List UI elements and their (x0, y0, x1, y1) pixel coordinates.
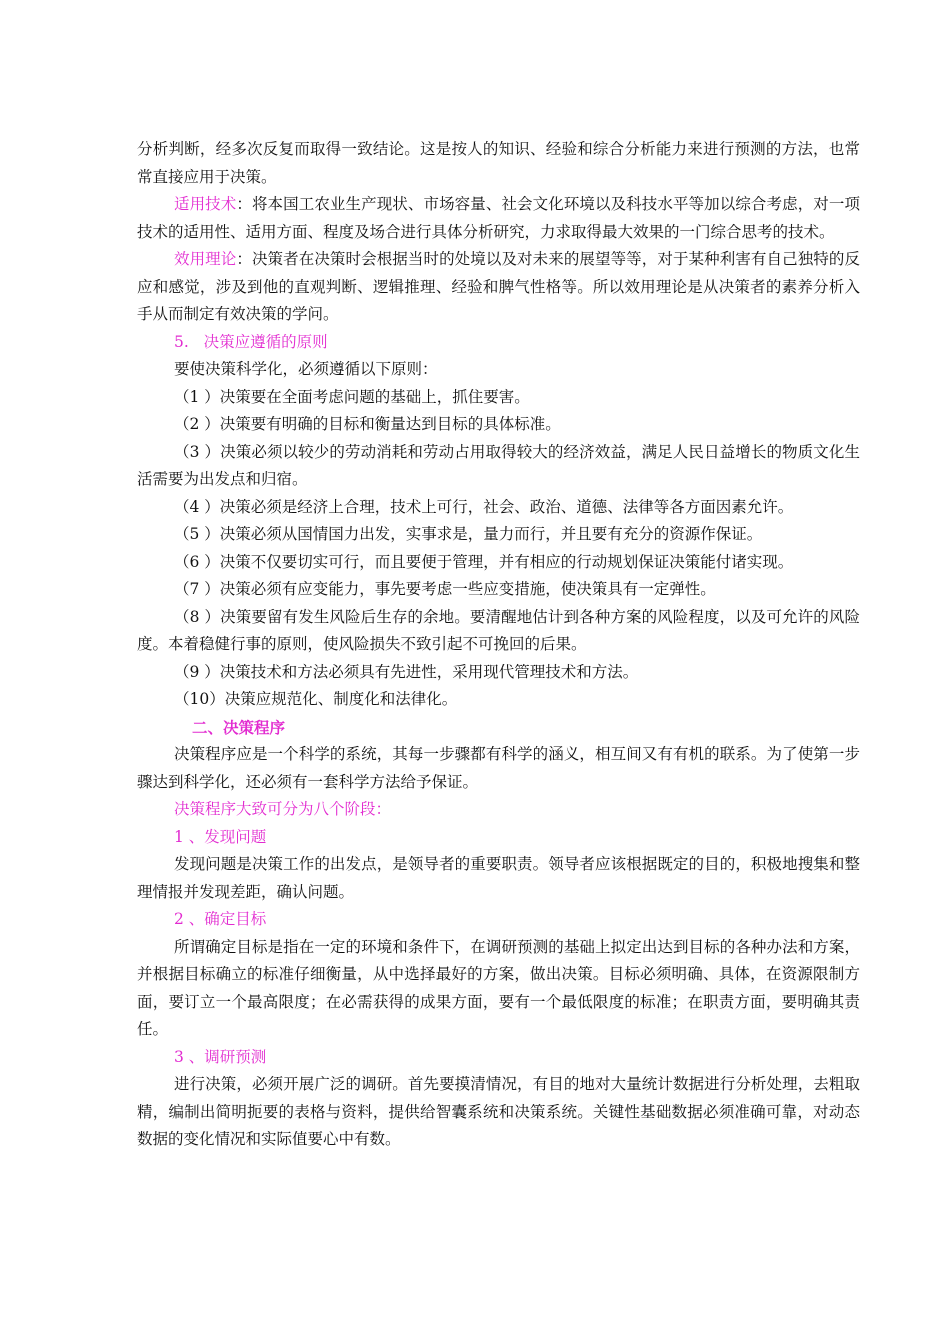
principle-item: （7 ）决策必须有应变能力，事先要考虑一些应变措施，使决策具有一定弹性。 (174, 580, 716, 598)
section-2-paragraph: 决策程序应是一个科学的系统，其每一步骤都有科学的涵义，相互间又有有机的联系。为了使第一步骤达到科学化，还必须有一套科学方法给予保证。 (137, 745, 860, 791)
stage-body: 所谓确定目标是指在一定的环境和条件下，在调研预测的基础上拟定出达到目标的各种办法和方案，并根据目标确立的标准仔细衡量，从中选择最好的方案，做出决策。目标必须明确、具体，在资源限制方面，要订立一个最高限度；在必需获得的成果方面，要有一个最低限度的标准；在职责方面，要明确其责任。 (137, 937, 860, 1038)
stage-body: 进行决策，必须开展广泛的调研。首先要摸清情况，有目的地对大量统计数据进行分析处理，去粗取精，编制出简明扼要的表格与资料，提供给智囊系统和决策系统。关键性基础数据必须准确可靠，对动态数据的变化情况和实际值要心中有数。 (137, 1075, 860, 1148)
principle-item: （1 ）决策要在全面考虑问题的基础上，抓住要害。 (174, 387, 530, 406)
utility-theory-term: 效用理论 (174, 250, 237, 268)
section-5-intro: 要使决策科学化，必须遵循以下原则： (174, 360, 438, 378)
utility-theory-paragraph (137, 246, 860, 329)
stage-title: 3 、调研预测 (174, 1047, 267, 1066)
intro-paragraph: 分析判断，经多次反复而取得一致结论。这是按人的知识、经验和综合分析能力来进行预测的方法，也常常直接应用于决策。 (137, 140, 860, 186)
principle-item: （3 ）决策必须以较少的劳动消耗和劳动占用取得较大的经济效益，满足人民日益增长的物质文化生活需要为出发点和归宿。 (137, 442, 860, 488)
principle-item: （2 ）决策要有明确的目标和衡量达到目标的具体标准。 (174, 415, 561, 433)
section-2-heading: 二、决策程序 (192, 717, 286, 737)
stage-title: 2 、确定目标 (174, 910, 267, 928)
stages-intro: 决策程序大致可分为八个阶段： (174, 800, 392, 818)
principle-item: （8 ）决策要留有发生风险后生存的余地。要清醒地估计到各种方案的风险程度，以及可允许的风险度。本着稳健行事的原则，使风险损失不致引起不可挽回的后果。 (137, 607, 860, 653)
section-5-heading: 5. 决策应遵循的原则 (174, 332, 328, 351)
principle-item: （10）决策应规范化、制度化和法律化。 (174, 690, 458, 708)
principle-item: （9 ）决策技术和方法必须具有先进性，采用现代管理技术和方法。 (174, 662, 639, 681)
principle-item: （6 ）决策不仅要切实可行，而且要便于管理，并有相应的行动规划保证决策能付诸实现。 (174, 552, 794, 571)
principle-item: （5 ）决策必须从国情国力出发，实事求是，量力而行，并且要有充分的资源作保证。 (174, 525, 763, 543)
principle-item: （4 ）决策必须是经济上合理，技术上可行，社会、政治、道德、法律等各方面因素允许。 (174, 497, 794, 516)
applied-tech-body: ：将本国工农业生产现状、市场容量、社会文化环境以及科技水平等加以综合考虑，对一项技术的适用性、适用方面、程度及场合进行具体分析研究，力求取得最大效果的一门综合思考的技术。 (137, 195, 860, 241)
stage-title: 1 、发现问题 (174, 827, 267, 846)
document-page (137, 136, 860, 1154)
stage-body: 发现问题是决策工作的出发点，是领导者的重要职责。领导者应该根据既定的目的，积极地搜集和整理情报并发现差距，确认问题。 (137, 855, 860, 901)
applied-tech-term: 适用技术 (174, 195, 237, 213)
utility-theory-body: ：决策者在决策时会根据当时的处境以及对未来的展望等等，对于某种利害有自己独特的反应和感觉，涉及到他的直观判断、逻辑推理、经验和脾气性格等。所以效用理论是从决策者的素养分析入手从而制定有效决策的学问。 (137, 250, 860, 323)
applied-tech-paragraph (137, 191, 860, 246)
